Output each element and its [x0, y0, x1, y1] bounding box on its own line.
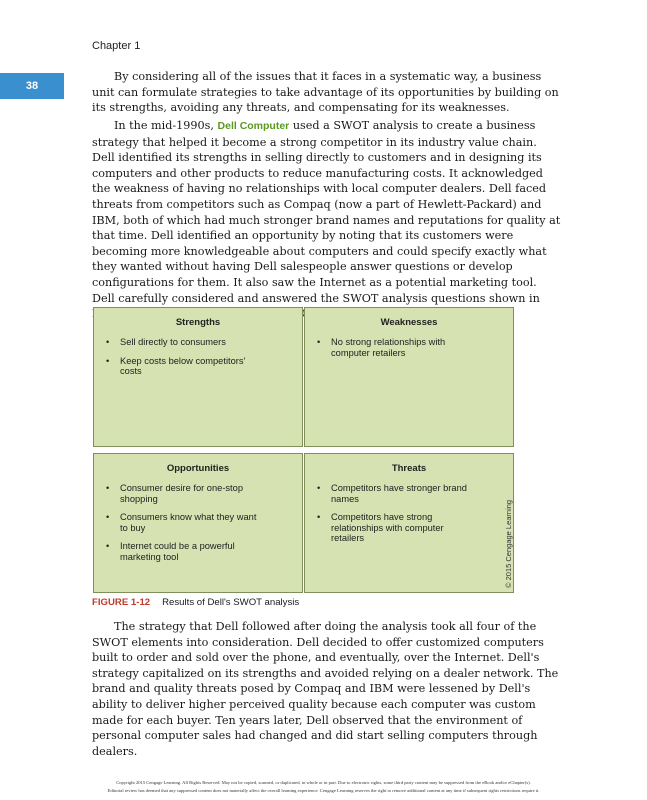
- figure-credit: © 2015 Cengage Learning: [504, 499, 513, 588]
- list-item: • Consumer desire for one-stop shopping: [106, 483, 260, 504]
- footer-copyright-line-2: Editorial review has deemed that any suppressed content does not materially affect the overall learning experience. Cengage Learning reserves the right to remove additional content at any time if subsequent rights restrictions require it.: [107, 788, 540, 793]
- threats-title: Threats: [391, 463, 427, 474]
- body-paragraph-3: The strategy that Dell followed after doing the analysis took all four of the SWOT elements into consideration. Dell decided to offer customized computers built to order and sold over the phone, and eventually, over the Internet. Dell's strategy capitalized on its strengths and avoided relying on a dealer network. The brand and quality threats posed by Compaq and IBM were lessened by Dell's ability to deliver higher perceived quality because each computer was custom made for each buyer. Ten years later, Dell observed that the environment of personal computer sales had changed and did start selling computers through dealers.: [92, 620, 559, 758]
- body-paragraph-2: [92, 118, 562, 322]
- body-paragraph-1: By considering all of the issues that it faces in a systematic way, a business unit can formulate strategies to take advantage of its opportunities by building on its strengths, avoiding any threats, and compensating for its weaknesses.: [92, 70, 559, 115]
- figure-caption-text: Results of Dell's SWOT analysis: [162, 597, 300, 608]
- swot-strengths-box: [93, 307, 303, 447]
- footer-copyright-line-1: Copyright 2015 Cengage Learning. All Rights Reserved. May not be copied, scanned, or duplicated, in whole or in part. Due to electronic rights, some third party content may be suppressed from the eBook and/or eChapter(s).: [116, 780, 531, 785]
- figure-caption: [92, 597, 299, 608]
- list-item: • Keep costs below competitors' costs: [106, 356, 260, 377]
- list-item: • Competitors have stronger brand names: [317, 483, 471, 504]
- swot-weaknesses-box: [304, 307, 514, 447]
- dell-computer-keyword: Dell Computer: [217, 120, 290, 132]
- strengths-title: Strengths: [175, 317, 221, 328]
- opportunities-title: Opportunities: [166, 463, 230, 474]
- list-item: • Consumers know what they want to buy: [106, 512, 260, 533]
- list-item: • Competitors have strong relationships with computer retailers: [317, 512, 471, 544]
- swot-opportunities-box: [93, 453, 303, 593]
- page-number-tab: 38: [0, 73, 64, 99]
- p2-body: used a SWOT analysis to create a business strategy that helped it become a strong competitor in its industry value chain. Dell identified its strengths in selling directly to customers and in designing its computers and other products to reduce manufacturing costs. It acknowledged the weakness of having no relationships with local computer dealers. Dell faced threats from competitors such as Compaq (now a part of Hewlett-Packard) and IBM, both of which had much stronger brand names and reputations for quality at that time. Dell identified an opportunity by noting that its customers were becoming more knowledgeable about computers and could specify exactly what they wanted without having Dell salespeople answer questions or develop configurations for them. It also saw the Internet as a potential marketing tool. Dell carefully considered and answered the SWOT analysis questions shown in: [92, 119, 561, 305]
- chapter-title: Chapter 1: [92, 40, 141, 52]
- list-item: • No strong relationships with computer retailers: [317, 337, 471, 358]
- weaknesses-title: Weaknesses: [380, 317, 438, 328]
- list-item: • Sell directly to consumers: [106, 337, 260, 348]
- list-item: • Internet could be a powerful marketing tool: [106, 541, 260, 562]
- figure-label: FIGURE 1-12: [92, 597, 151, 608]
- p2-intro: In the mid-1990s,: [114, 119, 218, 132]
- swot-threats-box: [304, 453, 514, 593]
